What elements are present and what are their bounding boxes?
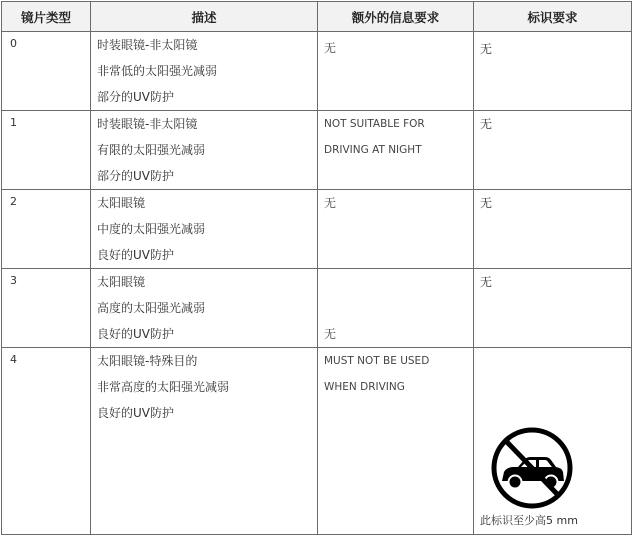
table-row (2, 269, 632, 348)
description-line: 部分的UV防护 (97, 90, 174, 104)
description-line: 中度的太阳强光减弱 (97, 222, 206, 236)
lens-type-cell: 0 (2, 32, 91, 111)
marking-text: 无 (480, 42, 493, 56)
extra-info-text: MUST NOT BE USED (324, 355, 430, 367)
description-cell (91, 269, 318, 348)
no-driving-icon (490, 426, 574, 513)
extra-info-text: NOT SUITABLE FOR (324, 118, 425, 130)
header-marking: 标识要求 (474, 2, 632, 32)
extra-info-cell (318, 111, 474, 190)
extra-info-text: 无 (324, 41, 337, 55)
lens-type-cell: 1 (2, 111, 91, 190)
description-cell (91, 111, 318, 190)
extra-info-text: DRIVING AT NIGHT (324, 144, 422, 156)
table-row (2, 32, 632, 111)
marking-text: 无 (480, 117, 493, 131)
description-line: 良好的UV防护 (97, 406, 174, 420)
description-line: 非常高度的太阳强光减弱 (97, 380, 230, 394)
description-cell (91, 348, 318, 535)
description-line: 时装眼镜-非太阳镜 (97, 117, 198, 131)
lens-type-cell: 4 (2, 348, 91, 535)
extra-info-text: 无 (324, 196, 337, 210)
description-line: 部分的UV防护 (97, 169, 174, 183)
extra-info-cell (318, 348, 474, 535)
marking-cell (474, 32, 632, 111)
marking-text: 无 (480, 275, 493, 289)
description-cell (91, 190, 318, 269)
table-row (2, 190, 632, 269)
lens-type-cell: 2 (2, 190, 91, 269)
extra-info-cell (318, 32, 474, 111)
marking-cell (474, 269, 632, 348)
header-row (2, 2, 632, 32)
sign-caption: 此标识至少高5 mm (480, 514, 578, 527)
description-line: 良好的UV防护 (97, 327, 174, 341)
extra-info-cell (318, 190, 474, 269)
marking-cell (474, 348, 632, 535)
header-extra-info: 额外的信息要求 (318, 2, 474, 32)
header-lens-type: 镜片类型 (2, 2, 91, 32)
table-row (2, 111, 632, 190)
marking-cell (474, 190, 632, 269)
table-row (2, 348, 632, 535)
description-line: 有限的太阳强光减弱 (97, 143, 206, 157)
description-line: 太阳眼镜-特殊目的 (97, 354, 198, 368)
extra-info-cell (318, 269, 474, 348)
description-line: 非常低的太阳强光减弱 (97, 64, 218, 78)
description-line: 太阳眼镜 (97, 275, 146, 289)
header-description: 描述 (91, 2, 318, 32)
description-line: 良好的UV防护 (97, 248, 174, 262)
extra-info-text: 无 (324, 327, 337, 341)
lens-type-cell: 3 (2, 269, 91, 348)
description-line: 太阳眼镜 (97, 196, 146, 210)
extra-info-text: WHEN DRIVING (324, 381, 405, 393)
lens-category-table (1, 1, 632, 535)
description-line: 高度的太阳强光减弱 (97, 301, 206, 315)
marking-cell (474, 111, 632, 190)
description-line: 时装眼镜-非太阳镜 (97, 38, 198, 52)
description-cell (91, 32, 318, 111)
marking-text: 无 (480, 196, 493, 210)
